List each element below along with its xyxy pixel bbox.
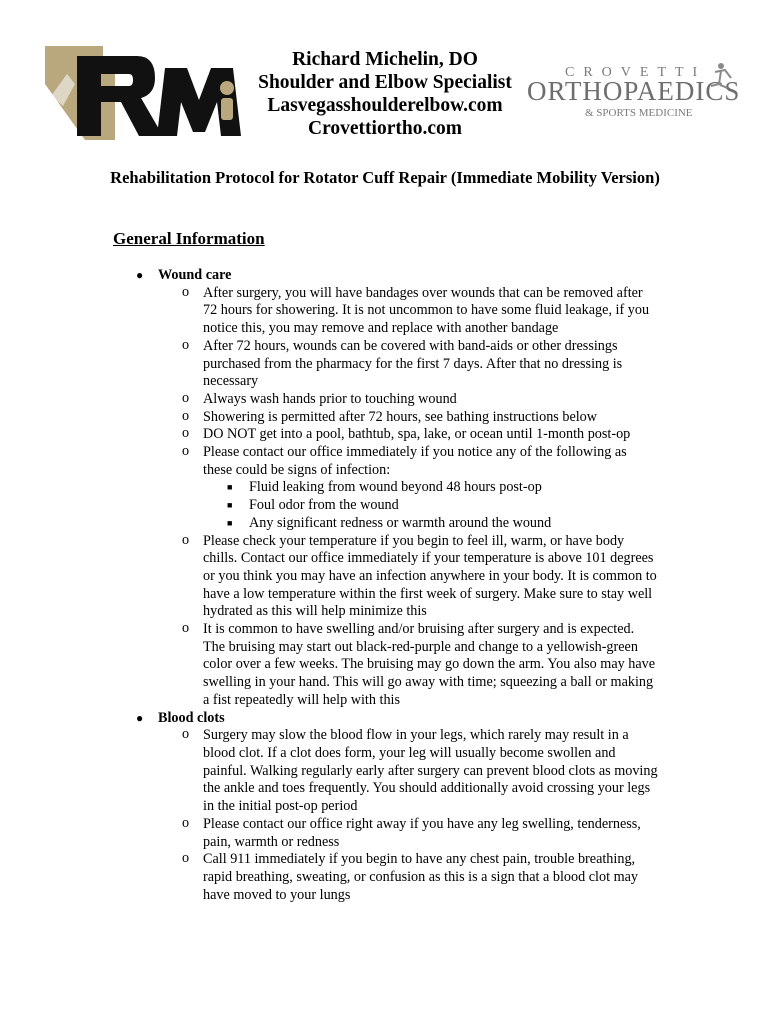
list-item-text: Please contact our office immediately if you notice any of the following as these could be signs of infection:	[203, 444, 627, 478]
list-item-text: Call 911 immediately if you begin to have any chest pain, trouble breathing, rapid breathing, sweating, or confusion as this is a sign that a blood clot may have moved to your lungs	[203, 851, 638, 903]
circle-bullet-icon: o	[182, 814, 190, 831]
list-item-text: Surgery may slow the blood flow in your legs, which rarely may result in a blood clot. If a clot does form, your leg will usually become swollen and painful. Walking regularly early after surgery can prevent blood clots as moving the ankle and toes frequently. You should additionally avoid crossing your legs in the initial post-op period	[203, 727, 658, 815]
website-2: Crovettiortho.com	[308, 118, 462, 139]
list-item	[0, 285, 770, 338]
sub-list-item	[0, 515, 770, 533]
circle-bullet-icon: o	[182, 443, 190, 460]
sub-list-item	[0, 479, 770, 497]
circle-bullet-icon: o	[182, 531, 190, 548]
crovetti-logo-graphic	[525, 58, 750, 128]
list-item	[0, 444, 770, 479]
sub-list-item-text: Fluid leaking from wound beyond 48 hours post-op	[249, 479, 542, 496]
doctor-name: Richard Michelin, DO	[292, 49, 478, 70]
rm-logo	[45, 44, 242, 142]
section-wound-care	[0, 267, 770, 285]
list-item-text: After surgery, you will have bandages over wounds that can be removed after 72 hours for showering. It is not uncommon to have some fluid leakage, if you notice this, you may remove and replace with another bandage	[203, 284, 650, 337]
list-item	[0, 409, 770, 427]
section-heading: General Information	[113, 229, 265, 248]
sub-list-item-text: Any significant redness or warmth around the wound	[249, 514, 552, 531]
bullet-icon: ●	[136, 710, 144, 725]
crovetti-logo	[525, 58, 750, 128]
list-item-text: DO NOT get into a pool, bathtub, spa, lake, or ocean until 1-month post-op	[203, 426, 631, 443]
list-item	[0, 391, 770, 409]
circle-bullet-icon: o	[182, 425, 190, 442]
list-item	[0, 727, 770, 816]
list-item-text: Always wash hands prior to touching wound	[203, 390, 457, 407]
document-body	[0, 267, 770, 904]
list-item	[0, 621, 770, 710]
section-title: Blood clots	[158, 709, 225, 726]
list-item	[0, 816, 770, 851]
list-item	[0, 533, 770, 622]
circle-bullet-icon: o	[182, 283, 190, 300]
list-item-text: Please check your temperature if you begin to feel ill, warm, or have body chills. Contact our office immediately if your temperature is above 101 degrees or you think you may have an infection anywhere in your body. It is common to have a low temperature within the first week of surgery. Make sure to stay well hydrated as this will help minimize this	[203, 532, 657, 620]
header-contact-block	[240, 48, 530, 140]
sub-list-item-text: Foul odor from the wound	[249, 497, 399, 514]
square-bullet-icon: ■	[227, 482, 233, 493]
website-1: Lasvegasshoulderelbow.com	[267, 95, 503, 116]
circle-bullet-icon: o	[182, 389, 190, 406]
sub-list-item	[0, 497, 770, 515]
circle-bullet-icon: o	[182, 620, 190, 637]
square-bullet-icon: ■	[227, 517, 233, 528]
circle-bullet-icon: o	[182, 407, 190, 424]
rm-logo-graphic	[45, 44, 242, 142]
list-item	[0, 426, 770, 444]
doctor-specialty: Shoulder and Elbow Specialist	[258, 72, 512, 93]
crovetti-logo-line3: & SPORTS MEDICINE	[585, 107, 693, 119]
list-item	[0, 338, 770, 391]
list-item-text: It is common to have swelling and/or bruising after surgery and is expected. The bruising may start out black-red-purple and change to a yellowish-green color over a few weeks. The bruising may go down the arm. You also may have swelling in your hand. This will go away with time; squeezing a ball or making a fist repeatedly will help with this	[203, 621, 656, 708]
circle-bullet-icon: o	[182, 850, 190, 867]
bullet-icon: ●	[136, 268, 144, 282]
section-title: Wound care	[158, 267, 232, 283]
document-title: Rehabilitation Protocol for Rotator Cuff Repair (Immediate Mobility Version)	[110, 168, 660, 187]
section-blood-clots	[0, 710, 770, 728]
list-item-text: After 72 hours, wounds can be covered with band-aids or other dressings purchased from the pharmacy for the first 7 days. After that no dressing is necessary	[203, 337, 623, 390]
circle-bullet-icon: o	[182, 336, 190, 353]
list-item-text: Showering is permitted after 72 hours, see bathing instructions below	[203, 408, 598, 425]
square-bullet-icon: ■	[227, 500, 233, 511]
circle-bullet-icon: o	[182, 726, 190, 743]
crovetti-logo-line2: ORTHOPAEDICS	[527, 76, 741, 106]
list-item	[0, 851, 770, 904]
crovetti-logo-line1: CROVETTI	[565, 65, 707, 80]
list-item-text: Please contact our office right away if you have any leg swelling, tenderness, pain, warmth or redness	[203, 815, 641, 850]
